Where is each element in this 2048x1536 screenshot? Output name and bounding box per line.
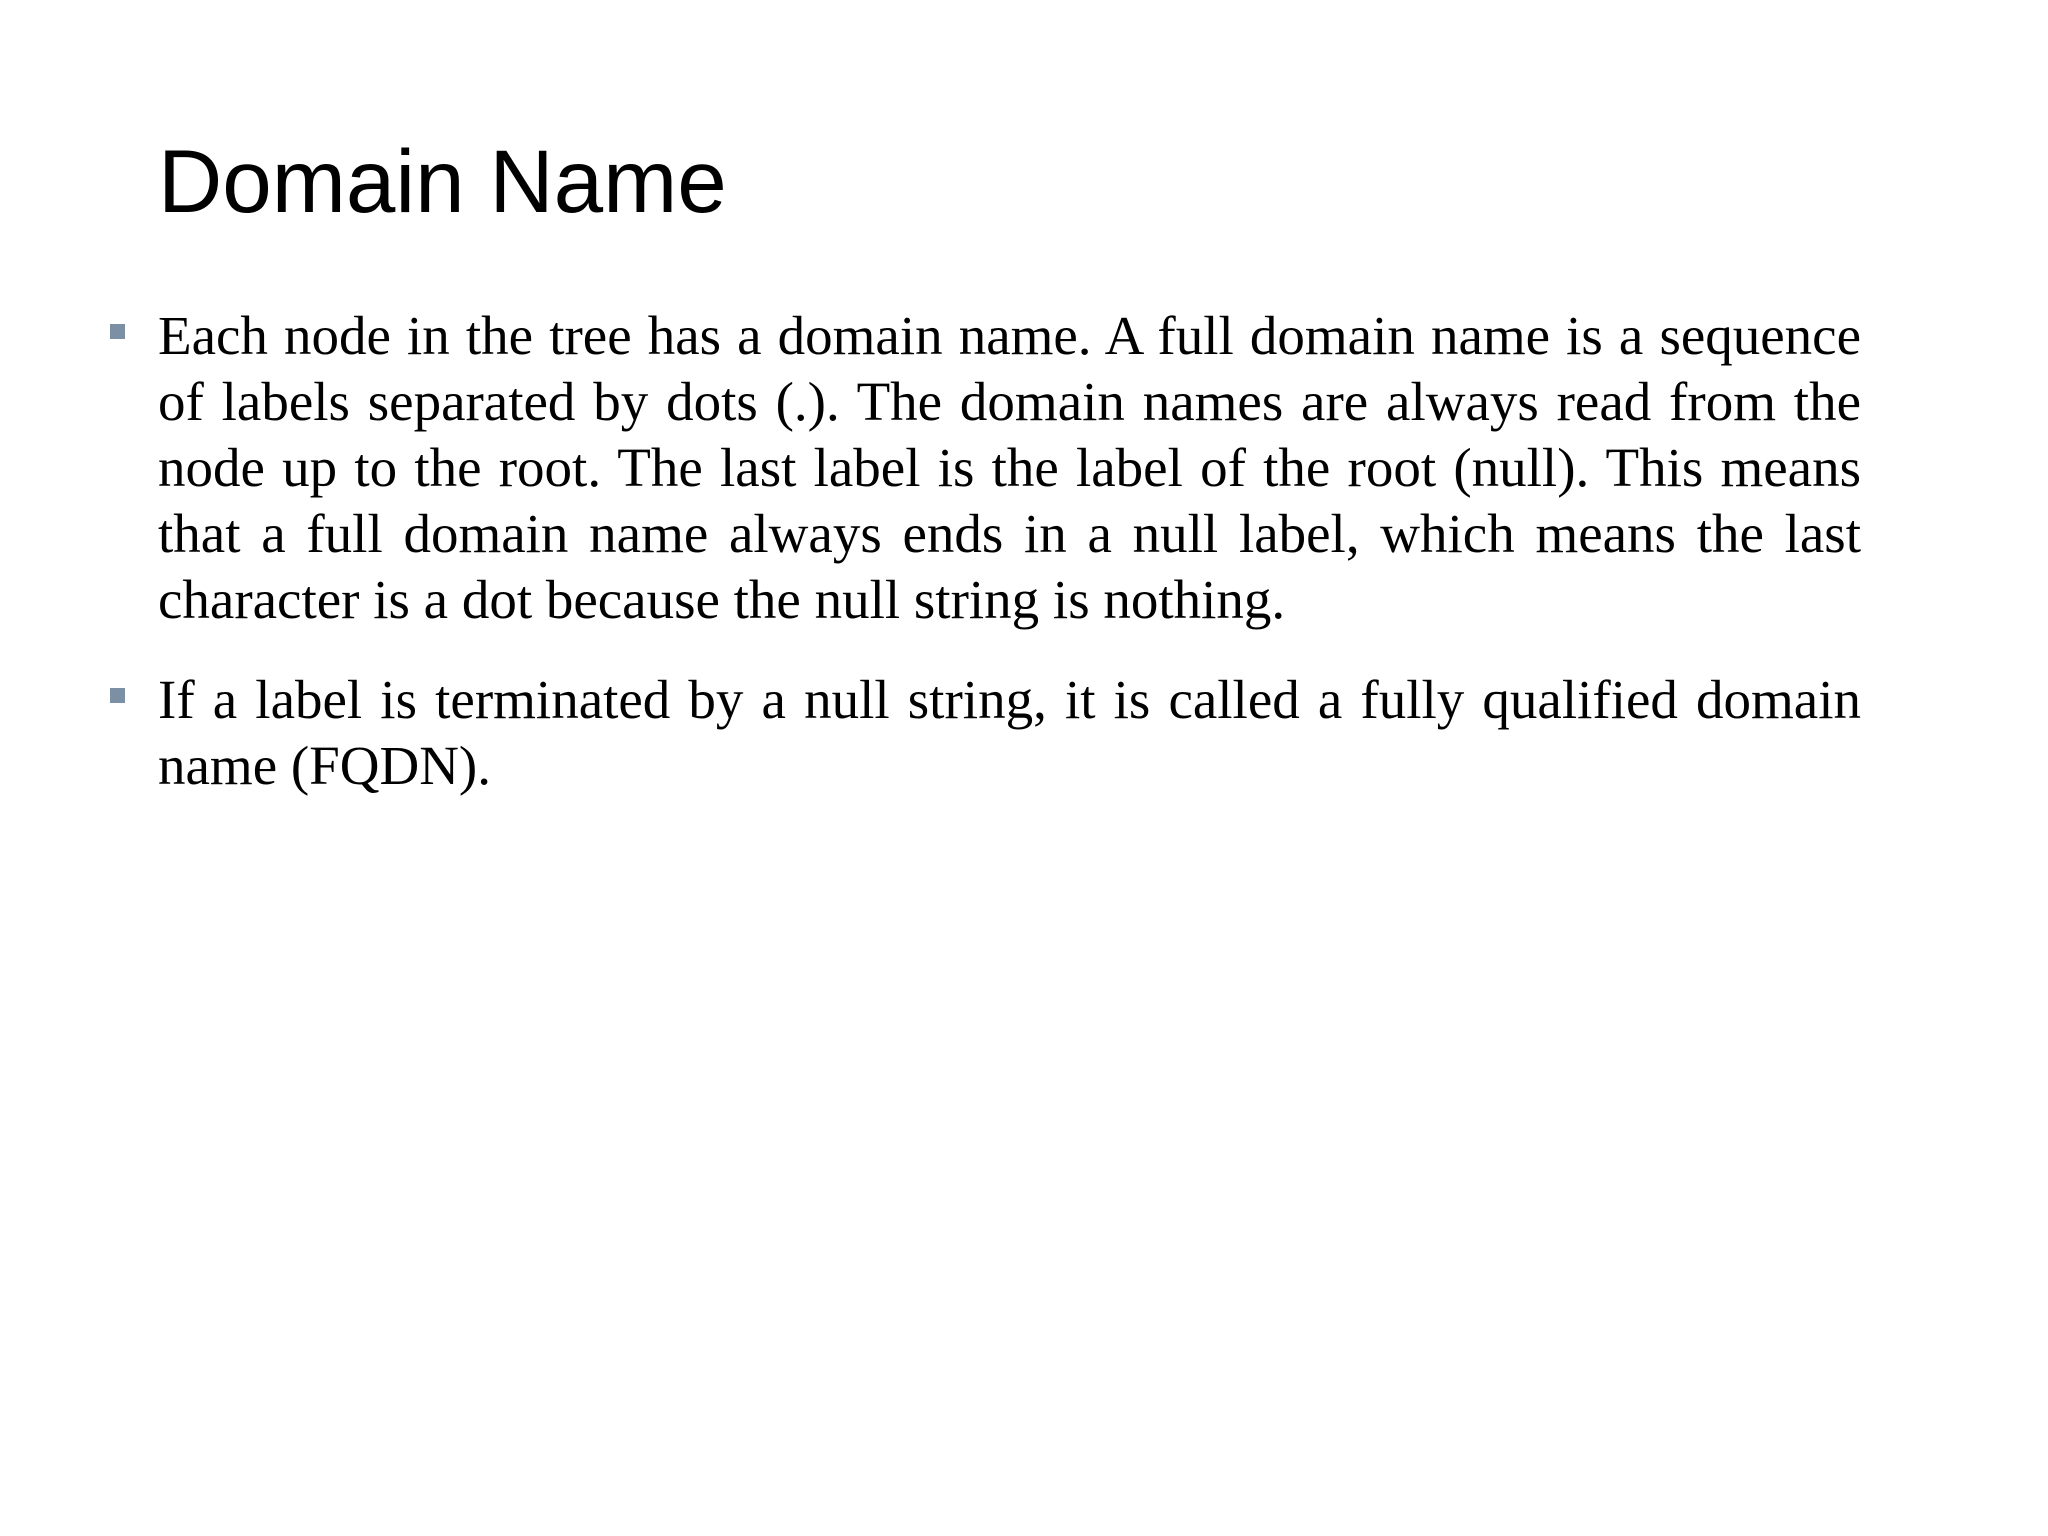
bullet-text: Each node in the tree has a domain name. A full domain name is a sequence of labels separated by dots (.). The domain names are always read from the node up to the root. The last label is the label of the root (null). This means that a full domain name always ends in a null label, which means the last character is a dot because the null string is nothing. xyxy=(158,305,1861,630)
square-bullet-icon xyxy=(110,324,125,339)
bullet-text: If a label is terminated by a null string, it is called a fully qualified domain name (FQDN). xyxy=(158,669,1861,796)
bullet-list xyxy=(104,303,1861,833)
square-bullet-icon xyxy=(110,688,125,703)
bullet-item-domain-name-definition xyxy=(104,303,1861,633)
bullet-item-fqdn-definition xyxy=(104,667,1861,799)
slide-title: Domain Name xyxy=(158,131,727,231)
